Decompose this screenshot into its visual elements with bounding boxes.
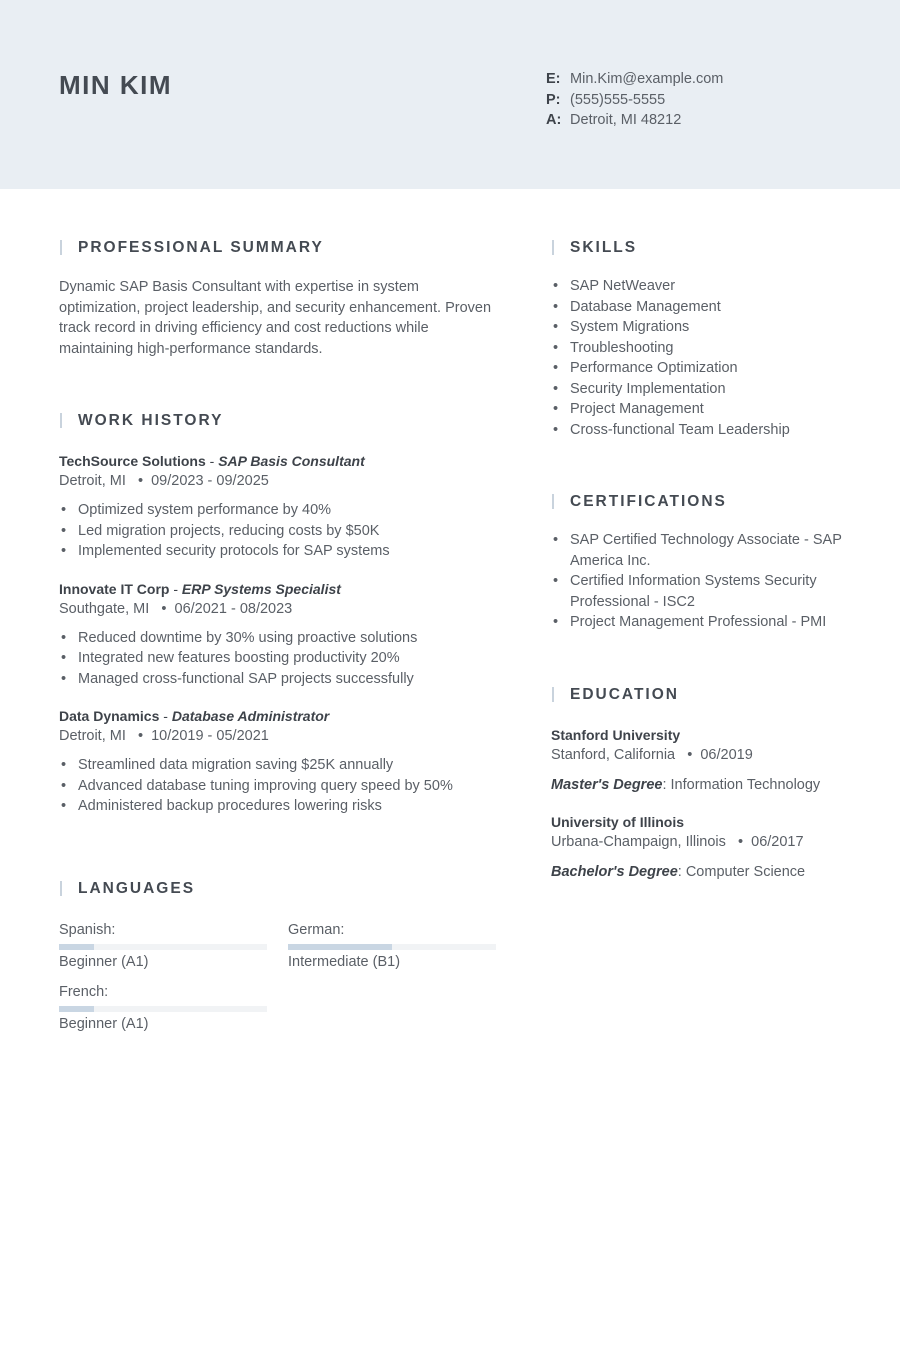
- language-item: [288, 920, 496, 972]
- language-name: French:: [59, 983, 109, 1000]
- job-location: Southgate, MI: [59, 600, 150, 617]
- job-entry: [59, 706, 499, 817]
- languages-heading: LANGUAGES: [59, 879, 499, 899]
- contact-phone-value[interactable]: (555)555-5555: [570, 91, 666, 108]
- language-item: [59, 982, 267, 1034]
- job-header: [59, 706, 499, 726]
- job-location: Detroit, MI: [59, 728, 126, 745]
- education-degree: Bachelor's Degree: [551, 863, 678, 880]
- skills-heading: SKILLS: [551, 238, 851, 258]
- education-field: Computer Science: [685, 863, 806, 880]
- skill-item: • Troubleshooting: [551, 338, 851, 359]
- languages-grid: [59, 920, 499, 1040]
- education-meta: [551, 832, 851, 852]
- proficiency-fill: [59, 944, 94, 950]
- meta-separator: •: [729, 833, 752, 850]
- job-meta: [59, 726, 499, 746]
- summary-section: [59, 238, 499, 359]
- proficiency-fill: [288, 944, 392, 950]
- language-level: Beginner (A1): [59, 953, 149, 970]
- language-level: Beginner (A1): [59, 1015, 149, 1032]
- job-title: ERP Systems Specialist: [181, 580, 341, 597]
- contact-email-key: E:: [546, 71, 561, 87]
- language-item: [59, 920, 267, 972]
- certifications-section: [551, 492, 851, 633]
- language-level: Intermediate (B1): [288, 953, 401, 970]
- education-section: [551, 685, 851, 882]
- meta-separator: •: [679, 746, 701, 763]
- job-separator: -: [209, 453, 219, 470]
- education-field: Information Technology: [670, 776, 821, 793]
- job-bullets: [59, 628, 499, 690]
- job-bullet: • Led migration projects, reducing costs by $50K: [59, 521, 499, 542]
- contact-email-value[interactable]: Min.Kim@example.com: [570, 71, 724, 87]
- skills-list: [551, 276, 851, 440]
- job-bullet: • Advanced database tuning improving query speed by 50%: [59, 776, 499, 797]
- education-school: University of Illinois: [551, 813, 685, 830]
- job-bullet: • Streamlined data migration saving $25K annually: [59, 755, 499, 776]
- job-bullet: • Optimized system performance by 40%: [59, 500, 499, 521]
- meta-separator: •: [129, 473, 152, 490]
- certification-item: • SAP Certified Technology Associate - SAP America Inc.: [551, 530, 851, 571]
- right-column: [551, 238, 851, 882]
- skill-item: • Database Management: [551, 297, 851, 318]
- skill-item: • System Migrations: [551, 317, 851, 338]
- job-bullet: • Reduced downtime by 30% using proactive solutions: [59, 628, 499, 649]
- education-school: Stanford University: [551, 726, 681, 743]
- certifications-heading: CERTIFICATIONS: [551, 492, 851, 512]
- certification-item: • Project Management Professional - PMI: [551, 612, 851, 633]
- job-title: Database Administrator: [171, 708, 330, 725]
- resume-header: [0, 0, 900, 189]
- skill-item: • Project Management: [551, 399, 851, 420]
- contact-address: [546, 110, 723, 131]
- education-entry: [551, 812, 851, 882]
- certifications-list: [551, 530, 851, 633]
- language-name: Spanish:: [59, 921, 116, 938]
- education-heading: EDUCATION: [551, 685, 851, 705]
- job-bullet: • Managed cross-functional SAP projects successfully: [59, 669, 499, 690]
- work-history-section: [59, 411, 499, 817]
- meta-separator: •: [153, 600, 175, 617]
- job-separator: -: [173, 580, 182, 597]
- skills-section: [551, 238, 851, 440]
- meta-separator: •: [129, 728, 152, 745]
- job-separator: -: [163, 708, 172, 725]
- certification-item: • Certified Information Systems Security Professional - ISC2: [551, 571, 851, 612]
- left-column: [59, 238, 499, 1040]
- job-title: SAP Basis Consultant: [218, 453, 365, 470]
- job-bullet: • Administered backup procedures lowering risks: [59, 796, 499, 817]
- education-degree: Master's Degree: [551, 776, 663, 793]
- education-location: Stanford, California: [551, 746, 676, 763]
- job-header: [59, 579, 499, 599]
- job-dates: 10/2019 - 05/2021: [151, 728, 269, 745]
- skill-item: • Performance Optimization: [551, 358, 851, 379]
- degree-separator: :: [662, 776, 671, 793]
- education-entry: [551, 725, 851, 795]
- job-dates: 09/2023 - 09/2025: [151, 473, 269, 490]
- job-meta: [59, 599, 499, 619]
- job-bullets: [59, 500, 499, 562]
- summary-heading: PROFESSIONAL SUMMARY: [59, 238, 499, 258]
- job-location: Detroit, MI: [59, 473, 126, 490]
- proficiency-fill: [59, 1006, 94, 1012]
- contact-email: [546, 69, 723, 90]
- summary-text: Dynamic SAP Basis Consultant with expertise in system optimization, project leadership, and security enhancement. Proven track record in driving efficiency and cost reductions while maintaining high-performance standards.: [59, 279, 492, 357]
- contact-block: [546, 69, 723, 131]
- job-meta: [59, 471, 499, 491]
- contact-phone: [546, 90, 723, 111]
- languages-section: [59, 879, 499, 1040]
- proficiency-bar: [288, 944, 496, 950]
- contact-phone-key: P:: [546, 91, 561, 108]
- job-company: TechSource Solutions: [59, 453, 206, 470]
- job-dates: 06/2021 - 08/2023: [174, 600, 293, 617]
- job-header: [59, 451, 499, 471]
- education-meta: [551, 745, 851, 765]
- education-degree-line: [551, 862, 851, 882]
- job-bullet: • Integrated new features boosting productivity 20%: [59, 648, 499, 669]
- skill-item: • Security Implementation: [551, 379, 851, 400]
- education-date: 06/2017: [751, 833, 804, 850]
- proficiency-bar: [59, 1006, 267, 1012]
- job-company: Innovate IT Corp: [59, 580, 170, 597]
- job-bullet: • Implemented security protocols for SAP systems: [59, 541, 499, 562]
- contact-address-value: Detroit, MI 48212: [570, 112, 682, 128]
- language-name: German:: [288, 921, 345, 938]
- education-date: 06/2019: [700, 746, 753, 763]
- job-entry: [59, 579, 499, 690]
- skill-item: • Cross-functional Team Leadership: [551, 420, 851, 441]
- job-entry: [59, 451, 499, 562]
- candidate-name: MIN KIM: [59, 70, 173, 100]
- skill-item: • SAP NetWeaver: [551, 276, 851, 297]
- job-bullets: [59, 755, 499, 817]
- contact-address-key: A:: [546, 112, 562, 128]
- job-company: Data Dynamics: [59, 708, 160, 725]
- proficiency-bar: [59, 944, 267, 950]
- degree-separator: :: [677, 863, 686, 880]
- education-location: Urbana-Champaign, Illinois: [551, 833, 726, 850]
- education-degree-line: [551, 775, 851, 795]
- work-history-heading: WORK HISTORY: [59, 411, 499, 431]
